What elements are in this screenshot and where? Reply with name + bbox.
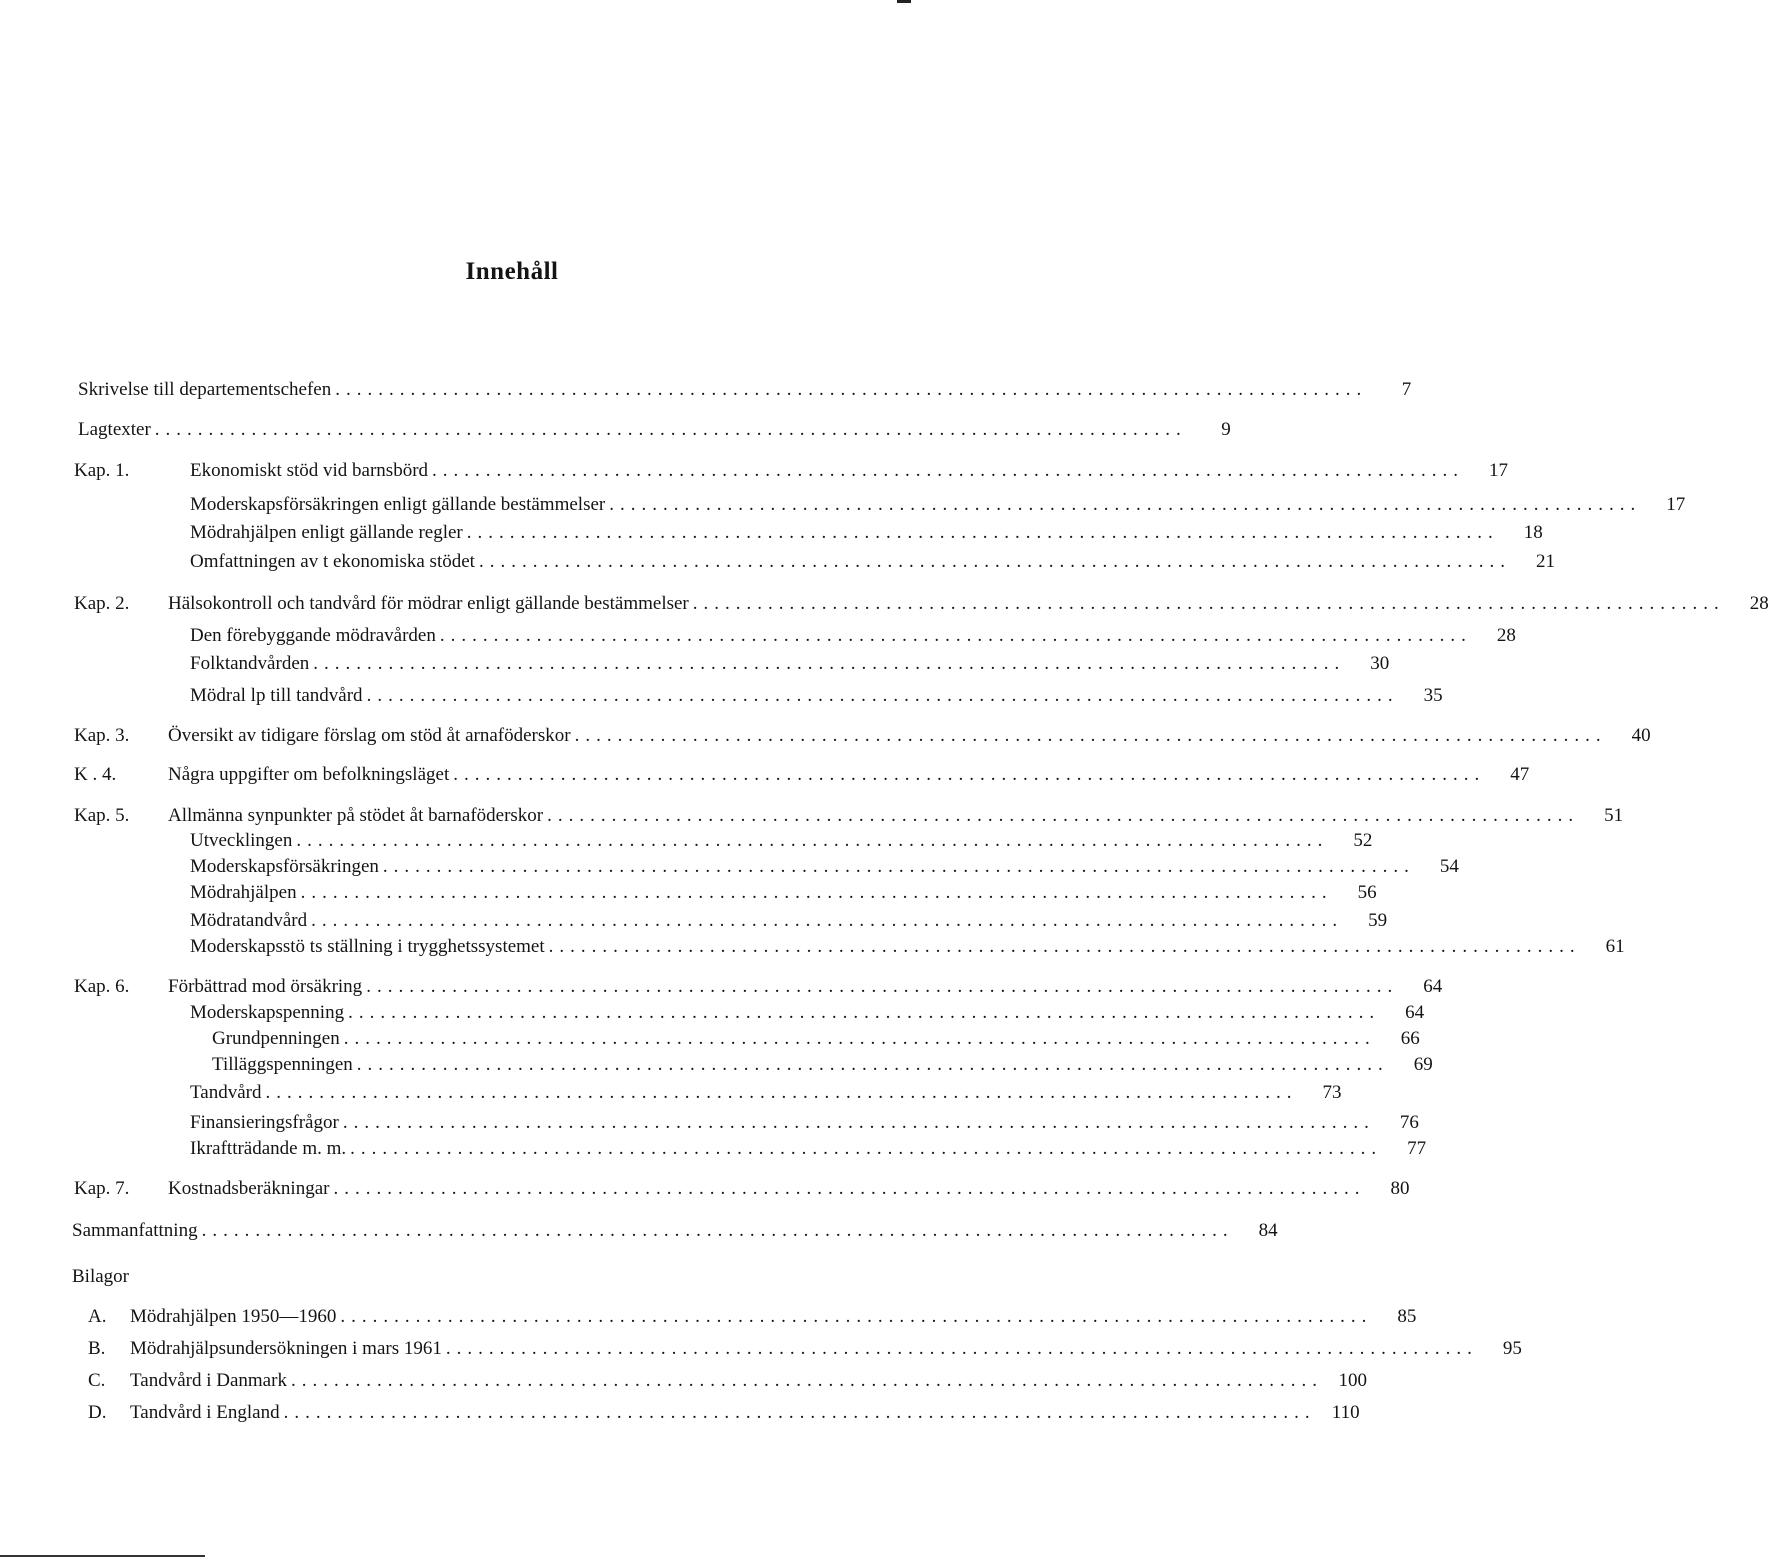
toc-entry-title: Hälsokontroll och tandvård för mödrar enligt gällande bestämmelser bbox=[168, 593, 689, 614]
toc-dot-leader: ................................................................................................ bbox=[335, 379, 1368, 400]
toc-chapter-number: Kap. 3. bbox=[74, 725, 130, 746]
toc-dot-leader: ................................................................................................ bbox=[283, 1402, 1316, 1423]
toc-dot-leader: ................................................................................................ bbox=[342, 1112, 1375, 1133]
toc-entry-title: Moderskapsförsäkringen enligt gällande bestämmelser bbox=[190, 494, 606, 515]
toc-dot-leader: ................................................................................................ bbox=[154, 419, 1187, 440]
bilagor-heading: Bilagor bbox=[72, 1266, 129, 1287]
toc-entry-title: Ikraftträdande m. m. bbox=[190, 1138, 347, 1159]
toc-page-number: 51 bbox=[1604, 805, 1624, 826]
toc-page-number: 18 bbox=[1523, 522, 1543, 543]
toc-entry bbox=[78, 411, 1231, 441]
toc-dot-leader: ................................................................................................ bbox=[348, 1002, 1381, 1023]
toc-page-number: 85 bbox=[1397, 1306, 1417, 1327]
toc-dot-leader: ................................................................................................ bbox=[466, 522, 1499, 543]
toc-entry-title: Ekonomiskt stöd vid barnsbörd bbox=[190, 460, 429, 481]
toc-entry-title: Tandvård i England bbox=[130, 1402, 280, 1423]
toc-chapter-number: Kap. 5. bbox=[74, 805, 130, 826]
toc-chapter-number: B. bbox=[88, 1338, 106, 1359]
toc-page-number: 77 bbox=[1407, 1138, 1427, 1159]
toc-entry bbox=[130, 1362, 1367, 1392]
toc-entry-title: Utvecklingen bbox=[190, 830, 293, 851]
toc-entry-title: Grundpenningen bbox=[212, 1028, 340, 1049]
toc-entry bbox=[190, 543, 1555, 573]
toc-entry bbox=[130, 1330, 1522, 1360]
toc-entry bbox=[168, 756, 1530, 786]
toc-entry bbox=[190, 514, 1543, 544]
toc-entry-title: Förbättrad mod örsäkring bbox=[168, 976, 363, 997]
toc-entry-title: Tandvård i Danmark bbox=[130, 1370, 287, 1391]
toc-dot-leader: ................................................................................................ bbox=[547, 805, 1580, 826]
toc-entry-title: Moderskapsstö ts ställning i trygghetssystemet bbox=[190, 936, 545, 957]
toc-entry bbox=[190, 874, 1377, 904]
toc-page-number: 17 bbox=[1489, 460, 1509, 481]
toc-entry-title: Mödral lp till tandvård bbox=[190, 685, 363, 706]
toc-page-number: 100 bbox=[1338, 1370, 1367, 1391]
toc-chapter-number: Kap. 7. bbox=[74, 1178, 130, 1199]
toc-entry-title: Finansieringsfrågor bbox=[190, 1112, 339, 1133]
toc-page-number: 30 bbox=[1370, 653, 1390, 674]
toc-chapter-number: C. bbox=[88, 1370, 106, 1391]
toc-entry bbox=[190, 645, 1390, 675]
toc-page-number: 80 bbox=[1390, 1178, 1410, 1199]
toc-page-number: 52 bbox=[1353, 830, 1373, 851]
toc-dot-leader: ................................................................................................ bbox=[265, 1082, 1298, 1103]
toc-dot-leader: ................................................................................................ bbox=[366, 976, 1399, 997]
toc-entry bbox=[190, 928, 1625, 958]
toc-entry-title: Den förebyggande mödravården bbox=[190, 625, 436, 646]
toc-dot-leader: ................................................................................................ bbox=[609, 494, 1642, 515]
toc-page-number: 64 bbox=[1405, 1002, 1425, 1023]
toc-page-number: 28 bbox=[1496, 625, 1516, 646]
toc-page-number: 21 bbox=[1535, 551, 1555, 572]
toc-dot-leader: ................................................................................................ bbox=[382, 856, 1415, 877]
toc-page-number: 59 bbox=[1368, 910, 1388, 931]
toc-entry-title: Folktandvården bbox=[190, 653, 310, 674]
toc-page-number: 73 bbox=[1322, 1082, 1342, 1103]
toc-entry-title: Skrivelse till departementschefen bbox=[78, 379, 332, 400]
toc-entry bbox=[130, 1298, 1417, 1328]
toc-dot-leader: ................................................................................................ bbox=[290, 1370, 1323, 1391]
toc-chapter-number: Kap. 6. bbox=[74, 976, 130, 997]
toc-entry bbox=[190, 617, 1516, 647]
toc-dot-leader: ................................................................................................ bbox=[692, 593, 1725, 614]
toc-dot-leader: ................................................................................................ bbox=[366, 685, 1399, 706]
toc-entry bbox=[130, 1394, 1360, 1424]
toc-entry bbox=[190, 452, 1509, 482]
toc-entry-title: Tilläggspenningen bbox=[212, 1054, 353, 1075]
toc-page-number: 69 bbox=[1413, 1054, 1433, 1075]
toc-entry-title: Mödratandvård bbox=[190, 910, 308, 931]
toc-entry-title: Tandvård bbox=[190, 1082, 262, 1103]
toc-entry bbox=[190, 486, 1686, 516]
toc-page-number: 64 bbox=[1423, 976, 1443, 997]
toc-dot-leader: ................................................................................................ bbox=[333, 1178, 1366, 1199]
page-title: Innehåll bbox=[465, 258, 559, 285]
toc-page-number: 54 bbox=[1439, 856, 1459, 877]
toc-dot-leader: ................................................................................................ bbox=[201, 1220, 1234, 1241]
toc-entry bbox=[168, 1170, 1410, 1200]
toc-page-number: 84 bbox=[1258, 1220, 1278, 1241]
toc-chapter-number: Kap. 2. bbox=[74, 593, 130, 614]
toc-dot-leader: ................................................................................................ bbox=[313, 653, 1346, 674]
toc-dot-leader: ................................................................................................ bbox=[296, 830, 1329, 851]
toc-dot-leader: ................................................................................................ bbox=[453, 764, 1486, 785]
toc-entry-title: Moderskapspenning bbox=[190, 1002, 345, 1023]
toc-entry bbox=[190, 1074, 1342, 1104]
toc-entry-title: Mödrahjälpen enligt gällande regler bbox=[190, 522, 463, 543]
toc-page-number: 56 bbox=[1357, 882, 1377, 903]
toc-page-number: 40 bbox=[1631, 725, 1651, 746]
toc-page-number: 76 bbox=[1399, 1112, 1419, 1133]
toc-chapter-number: A. bbox=[88, 1306, 107, 1327]
toc-entry bbox=[168, 717, 1651, 747]
bottom-rule bbox=[0, 1555, 205, 1557]
toc-page-number: 47 bbox=[1510, 764, 1530, 785]
toc-dot-leader: ................................................................................................ bbox=[548, 936, 1581, 957]
toc-entry bbox=[168, 585, 1769, 615]
toc-dot-leader: ................................................................................................ bbox=[574, 725, 1607, 746]
toc-page-number: 9 bbox=[1221, 419, 1231, 440]
toc-entry-title: Översikt av tidigare förslag om stöd åt arnaföderskor bbox=[168, 725, 571, 746]
toc-dot-leader: ................................................................................................ bbox=[432, 460, 1465, 481]
toc-entry-title: Sammanfattning bbox=[72, 1220, 198, 1241]
toc-entry-title: Några uppgifter om befolkningsläget bbox=[168, 764, 450, 785]
toc-dot-leader: ................................................................................................ bbox=[300, 882, 1333, 903]
toc-dot-leader: ................................................................................................ bbox=[311, 910, 1344, 931]
toc-entry-title: Lagtexter bbox=[78, 419, 151, 440]
toc-entry bbox=[190, 677, 1443, 707]
toc-dot-leader: ................................................................................................ bbox=[478, 551, 1511, 572]
toc-dot-leader: ................................................................................................ bbox=[350, 1138, 1383, 1159]
toc-entry-title: Moderskapsförsäkringen bbox=[190, 856, 379, 877]
toc-page-number: 66 bbox=[1400, 1028, 1420, 1049]
toc-entry bbox=[212, 1046, 1433, 1076]
toc-entry-title: Mödrahjälpen bbox=[190, 882, 297, 903]
toc-page-number: 35 bbox=[1423, 685, 1443, 706]
toc-entry bbox=[72, 1212, 1278, 1242]
toc-dot-leader: ................................................................................................ bbox=[356, 1054, 1389, 1075]
toc-page-number: 17 bbox=[1666, 494, 1686, 515]
toc-entry bbox=[190, 1130, 1427, 1160]
toc-chapter-number: Kap. 1. bbox=[74, 460, 130, 481]
toc-page-number: 61 bbox=[1605, 936, 1625, 957]
toc-page-number: 28 bbox=[1749, 593, 1769, 614]
toc-dot-leader: ................................................................................................ bbox=[340, 1306, 1373, 1327]
toc-entry-title: Mödrahjälpsundersökningen i mars 1961 bbox=[130, 1338, 442, 1359]
toc-page-number: 95 bbox=[1502, 1338, 1522, 1359]
toc-entry-title: Mödrahjälpen 1950—1960 bbox=[130, 1306, 337, 1327]
toc-dot-leader: ................................................................................................ bbox=[445, 1338, 1478, 1359]
toc-page-number: 7 bbox=[1401, 379, 1412, 400]
toc-chapter-number: D. bbox=[88, 1402, 107, 1423]
toc-entry bbox=[78, 371, 1412, 401]
toc-dot-leader: ................................................................................................ bbox=[439, 625, 1472, 646]
toc-entry-title: Allmänna synpunkter på stödet åt barnaföderskor bbox=[168, 805, 544, 826]
toc-page-number: 110 bbox=[1331, 1402, 1360, 1423]
toc-chapter-number: K . 4. bbox=[74, 764, 117, 785]
toc-entry-title: Omfattningen av t ekonomiska stödet bbox=[190, 551, 475, 572]
toc-dot-leader: ................................................................................................ bbox=[343, 1028, 1376, 1049]
toc-entry-title: Kostnadsberäkningar bbox=[168, 1178, 330, 1199]
